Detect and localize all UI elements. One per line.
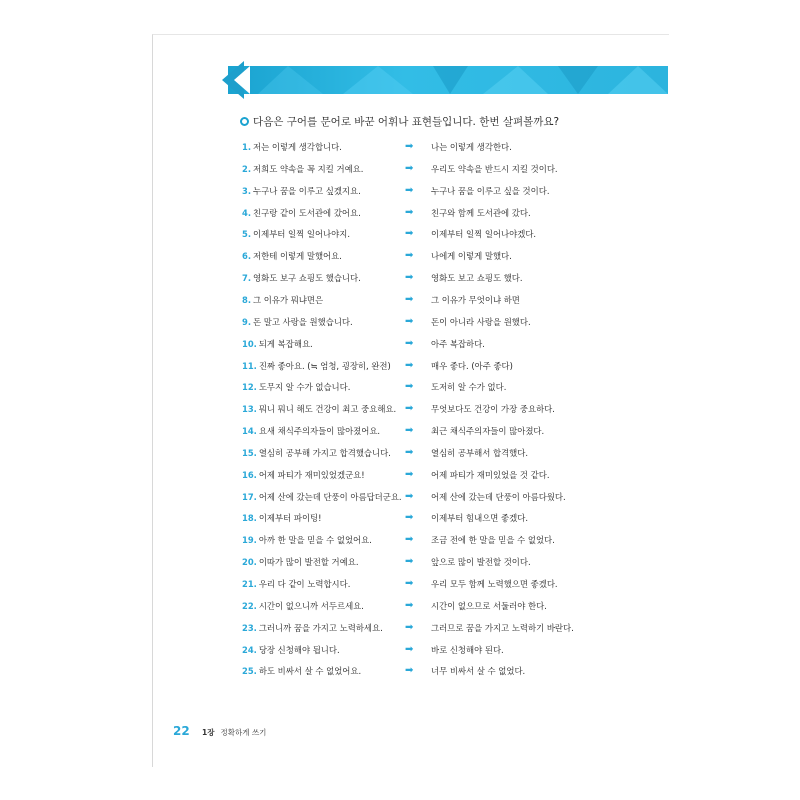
list-item [242, 425, 642, 443]
list-item [242, 185, 642, 203]
spoken-form [242, 556, 359, 568]
item-number: 17. [242, 491, 257, 502]
spoken-form [242, 207, 361, 219]
list-item [242, 665, 642, 683]
spoken-form [242, 316, 353, 328]
item-number: 1. [242, 142, 252, 152]
spoken-text: 시간이 없으니까 서두르세요. [258, 600, 364, 611]
right-arrow-icon: ➡ [405, 206, 414, 218]
right-arrow-icon: ➡ [405, 599, 414, 611]
item-number: 22. [242, 600, 257, 611]
spoken-form [242, 644, 340, 656]
spoken-form [242, 469, 365, 481]
spoken-form [242, 622, 383, 634]
right-arrow-icon: ➡ [405, 184, 414, 196]
item-number: 7. [242, 273, 252, 284]
list-item [242, 141, 642, 159]
spoken-form [242, 578, 350, 590]
written-form: 누구나 꿈을 이루고 싶을 것이다. [431, 185, 550, 196]
spoken-text: 어제 파티가 재미있었겠군요! [258, 469, 365, 480]
spoken-text: 저는 이렇게 생각합니다. [253, 142, 342, 152]
list-item [242, 556, 642, 574]
spoken-form [242, 294, 323, 306]
spoken-form [242, 360, 391, 372]
intro-text: 다음은 구어를 문어로 바꾼 어휘나 표현들입니다. 한번 살펴볼까요? [253, 116, 560, 128]
list-item [242, 644, 642, 662]
written-form: 이제부터 일찍 일어나야겠다. [431, 229, 537, 240]
chapter-title: 정확하게 쓰기 [220, 728, 267, 737]
spoken-form [242, 491, 402, 503]
written-form: 시간이 없으므로 서둘러야 한다. [431, 600, 547, 611]
spoken-text: 아까 한 말을 믿을 수 없었어요. [258, 535, 372, 546]
written-form: 우리 모두 함께 노력했으면 좋겠다. [431, 579, 558, 589]
written-form: 아주 복잡하다. [431, 338, 485, 349]
item-number: 9. [242, 316, 252, 327]
written-form: 이제부터 힘내으면 좋겠다. [431, 513, 528, 524]
spoken-text: 진짜 좋아요. (≒ 엄청, 굉장히, 완전) [258, 360, 391, 371]
spoken-form [242, 163, 363, 175]
list-item [242, 360, 642, 378]
right-arrow-icon: ➡ [405, 621, 414, 633]
list-item [242, 534, 642, 552]
written-form: 나는 이렇게 생각한다. [431, 142, 512, 152]
spoken-text: 하도 비싸서 살 수 없었어요. [258, 666, 362, 677]
written-form: 최근 채식주의자들이 많아졌다. [431, 426, 545, 437]
right-arrow-icon: ➡ [405, 468, 414, 480]
written-form: 그러므로 꿈을 가지고 노력하기 바란다. [431, 622, 574, 633]
list-item [242, 469, 642, 487]
item-number: 11. [242, 360, 257, 371]
spoken-text: 우리 다 같이 노력합시다. [258, 579, 351, 589]
written-form: 친구와 함께 도서관에 갔다. [431, 207, 531, 218]
item-number: 4. [242, 207, 252, 218]
item-number: 8. [242, 294, 252, 305]
list-item [242, 250, 642, 268]
spoken-text: 돈 말고 사랑을 원했습니다. [253, 316, 353, 327]
right-arrow-icon: ➡ [405, 403, 414, 415]
list-item [242, 316, 642, 334]
spoken-text: 영화도 보구 쇼핑도 했습니다. [253, 273, 361, 284]
spoken-text: 이제부터 일찍 일어나야지. [253, 229, 350, 240]
right-arrow-icon: ➡ [405, 315, 414, 327]
spoken-text: 이따가 많이 발전할 거예요. [258, 557, 359, 568]
spoken-form [242, 228, 350, 240]
page-number: 22 [173, 724, 190, 738]
right-arrow-icon: ➡ [405, 337, 414, 349]
right-arrow-icon: ➡ [405, 665, 414, 677]
written-form: 우리도 약속을 반드시 지킬 것이다. [431, 163, 558, 174]
right-arrow-icon: ➡ [405, 578, 414, 589]
written-form: 돈이 아니라 사랑을 원했다. [431, 316, 531, 327]
intro-heading [240, 114, 559, 129]
list-item [242, 622, 642, 640]
spoken-form [242, 381, 350, 393]
list-item [242, 381, 642, 399]
item-number: 25. [242, 666, 257, 677]
list-item [242, 294, 642, 312]
right-arrow-icon: ➡ [405, 359, 414, 371]
spoken-text: 열심히 공부해 가지고 합격했습니다. [258, 447, 391, 458]
spoken-form [242, 250, 342, 262]
chapter-banner [228, 66, 668, 94]
list-item [242, 338, 642, 356]
item-number: 19. [242, 535, 257, 546]
right-arrow-icon: ➡ [405, 250, 414, 262]
spoken-form [242, 403, 396, 415]
list-item [242, 272, 642, 290]
spoken-form [242, 447, 391, 459]
spoken-text: 도무지 알 수가 없습니다. [258, 382, 351, 393]
spoken-text: 저한테 이렇게 말했어요. [253, 251, 342, 262]
item-number: 24. [242, 644, 257, 655]
spoken-text: 어제 산에 갔는데 단풍이 아름답더군요. [258, 491, 402, 502]
right-arrow-icon: ➡ [405, 381, 414, 393]
spoken-text: 저희도 약속을 꼭 지킬 거예요. [253, 163, 364, 174]
spoken-form [242, 665, 361, 677]
written-form: 영화도 보고 쇼핑도 했다. [431, 273, 523, 284]
item-number: 21. [242, 579, 257, 589]
written-form: 조금 전에 한 말을 믿을 수 없었다. [431, 535, 555, 546]
right-arrow-icon: ➡ [405, 162, 414, 174]
item-number: 3. [242, 185, 252, 196]
list-item [242, 600, 642, 618]
right-arrow-icon: ➡ [405, 512, 414, 524]
item-number: 10. [242, 338, 257, 349]
right-arrow-icon: ➡ [405, 556, 414, 568]
spoken-text: 되게 복잡해요. [258, 338, 313, 349]
right-arrow-icon: ➡ [405, 643, 414, 655]
list-item [242, 578, 642, 596]
list-item [242, 512, 642, 530]
written-form: 너무 비싸서 살 수 없었다. [431, 666, 526, 677]
right-arrow-icon: ➡ [405, 293, 414, 305]
list-item [242, 447, 642, 465]
banner-arrow-inner [234, 66, 250, 94]
written-form: 도저히 알 수가 없다. [431, 382, 507, 393]
spoken-text: 그 이유가 뭐냐면은 [253, 294, 324, 305]
chapter-label: 1장 [202, 728, 215, 737]
right-arrow-icon: ➡ [405, 272, 414, 284]
spoken-text: 이제부터 파이팅! [258, 513, 322, 524]
spoken-form [242, 338, 313, 350]
bullet-circle-icon [240, 117, 249, 126]
item-number: 15. [242, 447, 257, 458]
spoken-text: 그러니까 꿈을 가지고 노력하세요. [258, 622, 383, 633]
written-form: 매우 좋다. (아주 좋다) [431, 360, 513, 371]
banner-pattern [228, 66, 668, 94]
item-number: 14. [242, 426, 257, 437]
right-arrow-icon: ➡ [405, 534, 414, 546]
written-form: 나에게 이렇게 말했다. [431, 251, 512, 262]
written-form: 열심히 공부해서 합격했다. [431, 447, 528, 458]
right-arrow-icon: ➡ [405, 490, 414, 502]
written-form: 바로 신청해야 된다. [431, 644, 504, 655]
written-form: 무엇보다도 건강이 가장 중요하다. [431, 404, 555, 415]
item-number: 5. [242, 229, 252, 240]
item-number: 23. [242, 622, 257, 633]
list-item [242, 163, 642, 181]
item-number: 6. [242, 251, 252, 262]
spoken-form [242, 425, 380, 437]
spoken-form [242, 600, 364, 612]
spoken-text: 누구나 꿈을 이루고 싶겠지요. [253, 185, 361, 196]
list-item [242, 403, 642, 421]
written-form: 어제 산에 갔는데 단풍이 아름다웠다. [431, 491, 566, 502]
spoken-form [242, 534, 372, 546]
item-number: 12. [242, 382, 257, 393]
item-number: 16. [242, 469, 257, 480]
item-number: 13. [242, 404, 257, 415]
item-number: 18. [242, 513, 257, 524]
spoken-text: 친구랑 같이 도서관에 갔어요. [253, 207, 361, 218]
list-item [242, 228, 642, 246]
spoken-form [242, 512, 322, 524]
spoken-form [242, 272, 361, 284]
list-item [242, 491, 642, 509]
item-number: 20. [242, 557, 257, 568]
right-arrow-icon: ➡ [405, 141, 414, 152]
right-arrow-icon: ➡ [405, 446, 414, 458]
list-item [242, 207, 642, 225]
spoken-text: 뭐니 뭐니 해도 건강이 최고 중요해요. [258, 404, 397, 415]
written-form: 그 이유가 무엇이냐 하면 [431, 294, 520, 305]
right-arrow-icon: ➡ [405, 425, 414, 437]
spoken-text: 요새 채식주의자들이 많아졌어요. [258, 426, 381, 437]
spoken-form [242, 185, 361, 197]
written-form: 어제 파티가 재미있었을 것 같다. [431, 469, 550, 480]
page-footer [202, 727, 266, 738]
right-arrow-icon: ➡ [405, 228, 414, 240]
spoken-text: 당장 신청해야 됩니다. [258, 644, 340, 655]
spoken-form [242, 141, 342, 153]
item-number: 2. [242, 163, 252, 174]
written-form: 앞으로 많이 발전할 것이다. [431, 557, 531, 568]
